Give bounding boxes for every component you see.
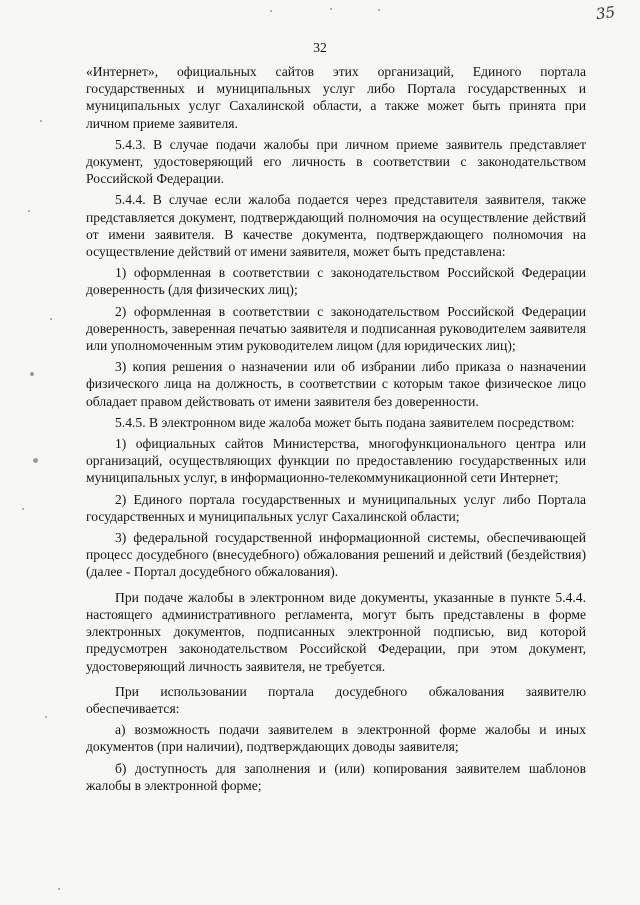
scan-speck <box>330 8 332 10</box>
paragraph: «Интернет», официальных сайтов этих организаций, Единого портала государственных и муниципальных услуг либо Портала государственных и муниципальных услуг Сахалинской области, а также может быть принята при личном приеме заявителя. <box>86 64 586 131</box>
list-item: 3) федеральной государственной информационной системы, обеспечивающей процесс досудебного (внесудебного) обжалования решений и действий (бездействия) (далее - Портал досудебного обжалования). <box>86 530 586 580</box>
page-number: 32 <box>313 40 327 55</box>
paragraph: При использовании портала досудебного обжалования заявителю обеспечивается: <box>86 683 586 716</box>
paragraph: 5.4.5. В электронном виде жалоба может быть подана заявителем посредством: <box>115 414 575 430</box>
scan-speck <box>270 10 272 12</box>
scan-speck <box>33 458 38 463</box>
body-text <box>86 63 586 794</box>
list-item: 2) оформленная в соответствии с законодательством Российской Федерации доверенность, заверенная печатью заявителя и подписанная руководителем заявителя или уполномоченным этим руководителем лицом (для юридических лиц); <box>86 303 586 354</box>
paragraph: 5.4.4. В случае если жалоба подается через представителя заявителя, также представляется документ, подтверждающий полномочия на осуществление действий от имени заявителя. В качестве документа, подтверждающего полномочия на осуществление действий от имени заявителя, может быть представлена: <box>86 192 586 260</box>
scan-speck <box>45 716 47 718</box>
handwritten-page-number: 35 <box>594 2 617 24</box>
scan-speck <box>50 318 52 320</box>
scan-speck <box>378 9 380 11</box>
scan-speck <box>58 888 60 890</box>
list-item: а) возможность подачи заявителем в электронной форме жалобы и иных документов (при наличии), подтверждающих доводы заявителя; <box>86 722 586 755</box>
list-item: 3) копия решения о назначении или об избрании либо приказа о назначении физического лица на должность, в соответствии с которым такое физическое лицо обладает правом действовать от имени заявителя без доверенности. <box>86 359 586 409</box>
scan-speck <box>30 372 34 376</box>
scan-speck <box>40 120 42 122</box>
list-item: 1) официальных сайтов Министерства, многофункционального центра или организаций, осуществляющих функции по предоставлению государственных или муниципальных услуг, в информационно-телекоммуникационной сети Интернет; <box>86 436 586 486</box>
scan-speck <box>22 508 24 510</box>
paragraph: 5.4.3. В случае подачи жалобы при личном приеме заявитель представляет документ, удостоверяющий его личность в соответствии с законодательством Российской Федерации. <box>86 136 586 187</box>
list-item: 1) оформленная в соответствии с законодательством Российской Федерации доверенность (для физических лиц); <box>86 265 586 298</box>
paragraph: При подаче жалобы в электронном виде документы, указанные в пункте 5.4.4. настоящего административного регламента, могут быть представлены в форме электронных документов, подписанных электронной подписью, вид которой предусмотрен законодательством Российской Федерации, при этом документ, удостоверяющий личность заявителя, не требуется. <box>86 589 586 674</box>
list-item: 2) Единого портала государственных и муниципальных услуг либо Портала государственных и муниципальных услуг Сахалинской области; <box>86 491 586 524</box>
list-item: б) доступность для заполнения и (или) копирования заявителем шаблонов жалобы в электронной форме; <box>86 760 586 793</box>
scan-speck <box>28 210 30 212</box>
